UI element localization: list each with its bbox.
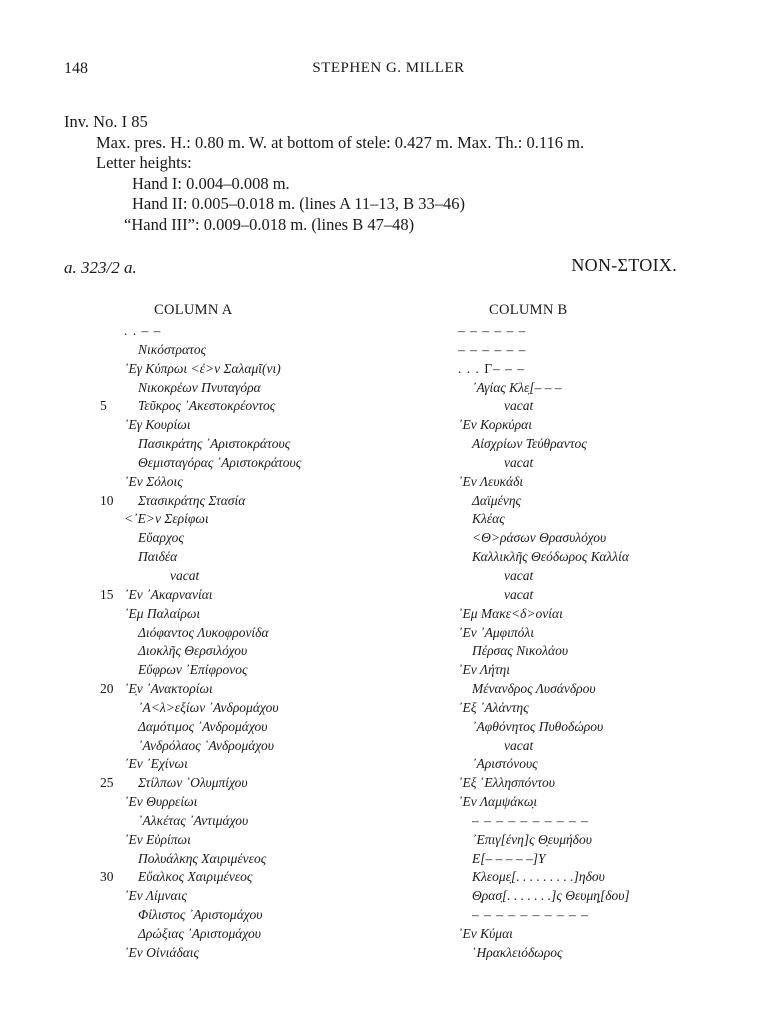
inscription-line	[100, 548, 400, 567]
inscription-line	[100, 906, 400, 925]
inscription-line	[458, 944, 758, 963]
inscription-line	[458, 812, 758, 831]
inscription-text: Αἰσχρίων Τεύθραντος	[472, 436, 587, 452]
lacuna-mark: . . – –	[124, 323, 162, 338]
inscription-line	[100, 642, 400, 661]
inscription-line	[100, 360, 400, 379]
inscription-line	[100, 605, 400, 624]
vacat-mark: vacat	[504, 567, 534, 583]
inscription-line	[100, 529, 400, 548]
inscription-line	[458, 567, 758, 586]
style-note: NON-ΣΤΟΙΧ.	[571, 255, 677, 275]
date-line: a. 323/2 a.	[64, 258, 137, 277]
inscription-text: ᾿Αλκέτας ᾿Αντιμάχου	[138, 812, 249, 828]
inscription-line	[100, 755, 400, 774]
line-number: 15	[100, 586, 114, 602]
inventory-block	[64, 112, 584, 235]
hand-one-line: Hand I: 0.004–0.008 m.	[132, 173, 290, 193]
line-number: 25	[100, 775, 114, 791]
inscription-line	[100, 718, 400, 737]
inscription-text: Πέρσας Νικολάου	[472, 643, 569, 659]
inscription-line	[100, 680, 400, 699]
inscription-line	[100, 661, 400, 680]
inscription-line	[100, 341, 400, 360]
inscription-line	[458, 379, 758, 398]
inscription-line	[100, 586, 400, 605]
inscription-line	[458, 624, 758, 643]
inscription-text: ᾿Εμ Μακε<δ>ονίαι	[458, 605, 563, 621]
inscription-line	[458, 529, 758, 548]
inscription-line	[100, 831, 400, 850]
inscription-text: ᾿Ανδρόλαος ᾿Ανδρομάχου	[138, 737, 274, 753]
page-number: 148	[64, 60, 88, 77]
inscription-text: Εὔαρχος	[138, 530, 184, 546]
inscription-line	[100, 379, 400, 398]
inscription-text: ᾿Εν ᾿Εχίνωι	[124, 756, 188, 772]
inscription-text: ᾿Εγ Κουρίωι	[124, 417, 191, 433]
inscription-text: <Θ>ράσων Θρασυλόχου	[472, 530, 607, 546]
inscription-line	[458, 492, 758, 511]
inscription-line	[458, 397, 758, 416]
inscription-text: ᾿Εμ Παλαίρωι	[124, 605, 201, 621]
inscription-line	[100, 322, 400, 341]
inscription-text: Νικοκρέων Πνυταγόρα	[138, 379, 261, 395]
inscription-line	[458, 586, 758, 605]
inscription-text: ᾿Αφθόνητος Πυθοδώρου	[472, 718, 604, 734]
vacat-mark: vacat	[504, 586, 534, 602]
inscription-line	[458, 755, 758, 774]
column-b	[458, 322, 758, 963]
vacat-mark: vacat	[170, 567, 200, 583]
inscription-line	[458, 680, 758, 699]
inscription-line	[100, 699, 400, 718]
inscription-text: Πασικράτης ᾿Αριστοκράτους	[138, 436, 291, 452]
lacuna-mark: – – – – – – – – – –	[472, 812, 589, 828]
inscription-line	[458, 868, 758, 887]
inscription-text: Νικόστρατος	[138, 341, 207, 357]
line-number: 10	[100, 492, 114, 508]
inscription-line	[458, 793, 758, 812]
inscription-line	[100, 435, 400, 454]
inscription-line	[458, 341, 758, 360]
inscription-text: Δαϊμένης	[472, 492, 522, 508]
inscription-line	[100, 454, 400, 473]
inscription-text: Καλλικλῆς Θεόδωρος Καλλία	[472, 549, 629, 565]
letter-heights-label: Letter heights:	[96, 153, 192, 172]
inscription-line	[100, 944, 400, 963]
inscription-text: Διοκλῆς Θερσιλόχου	[138, 643, 248, 659]
inscription-line	[100, 887, 400, 906]
inscription-text: ᾿Εν Σόλοις	[124, 473, 183, 489]
inscription-text: Κλέας	[472, 511, 505, 527]
inscription-text: ᾿Εν Λίμναις	[124, 888, 187, 904]
inscription-line	[100, 473, 400, 492]
inscription-text: Φίλιστος ᾿Αριστομάχου	[138, 907, 263, 923]
inscription-text: Θ̣ρασ̣[. . . . . . .]ς Θευμη̣[δου]	[472, 888, 630, 904]
inscription-line	[100, 774, 400, 793]
inscription-line	[458, 906, 758, 925]
inscription-line	[458, 454, 758, 473]
inscription-text: ᾿Εξ ᾿Αλάντης	[458, 699, 529, 715]
inscription-line	[458, 322, 758, 341]
inscription-text: ᾿Εν Λευκάδι	[458, 473, 524, 489]
inscription-line	[100, 868, 400, 887]
inscription-line	[100, 850, 400, 869]
inscription-line	[458, 661, 758, 680]
inscription-line	[100, 567, 400, 586]
lacuna-mark: – – – – – –	[458, 323, 527, 338]
inscription-line	[458, 510, 758, 529]
vacat-mark: vacat	[504, 398, 534, 414]
column-a	[100, 322, 400, 963]
lacuna-mark: – – – – – – – – – –	[472, 907, 589, 923]
inscription-line	[458, 774, 758, 793]
vacat-mark: vacat	[504, 737, 534, 753]
inscription-line	[458, 473, 758, 492]
inscription-line	[458, 699, 758, 718]
hand-two-line: Hand II: 0.005–0.018 m. (lines A 11–13, B 33–46)	[132, 194, 466, 213]
inscription-text: Θεμισταγόρας ᾿Αριστοκράτους	[138, 454, 302, 470]
inscription-text: Εὔφρων ᾿Επίφρονος	[138, 662, 248, 678]
inscription-text: ῾Ηρακλειόδωρος	[472, 944, 563, 960]
inscription-line	[458, 887, 758, 906]
inscription-line	[100, 492, 400, 511]
inscription-line	[458, 416, 758, 435]
inscription-text: Δρώξιας ᾿Αριστομάχου	[138, 926, 261, 941]
inscription-line	[458, 831, 758, 850]
inscription-line	[100, 737, 400, 756]
inscription-text: ᾿Εν Οἰνιάδαις	[124, 944, 200, 960]
inscription-text: ᾿Αριστόνους	[472, 756, 538, 772]
column-a-heading: COLUMN A	[154, 302, 233, 318]
inscription-text: ᾿Εν Λήτηι	[458, 662, 510, 678]
inscription-text: ᾿Εν Εὐρίπωι	[124, 831, 191, 847]
inscription-text: Παιδέα	[138, 549, 178, 565]
inscription-line	[458, 718, 758, 737]
inscription-text: ᾿Εγ Κύπρωι <ἐ>ν Σαλαμῖ(νι)	[124, 360, 281, 376]
inscription-line	[458, 850, 758, 869]
inscription-line	[458, 737, 758, 756]
inscription-text: ᾿Ε̣ν ᾿Ανακτορίωι	[124, 681, 213, 697]
inscription-line	[100, 510, 400, 529]
running-head: STEPHEN G. MILLER	[312, 60, 465, 76]
inscription-text: ᾿Εν Κύμαι	[458, 926, 513, 941]
inscription-text: ᾿Εν Λαμψάκω̣ι	[458, 794, 538, 810]
inscription-text: Διόφαντος Λυκοφρονίδα	[138, 624, 269, 640]
inscription-text: Κλεομε̣[. . . . . . . . .]ηδου	[472, 869, 605, 885]
line-number: 30	[100, 869, 114, 885]
inscription-text: ᾿Εν Κορκύραι	[458, 417, 532, 433]
inscription-text: Ε[– – – – –]Υ	[472, 850, 546, 866]
column-b-heading: COLUMN B	[489, 302, 568, 318]
dimensions-line: Max. pres. H.: 0.80 m. W. at bottom of stele: 0.427 m. Max. Th.: 0.116 m.	[96, 132, 585, 152]
inscription-text: ᾿Εν ᾿Αμφιπόλι	[458, 624, 534, 640]
inscription-text: ᾿Επιγ[ένη]ς Θ̣ευμήδου	[472, 831, 592, 847]
inscription-line	[100, 624, 400, 643]
inscription-line	[458, 360, 758, 379]
inscription-line	[100, 397, 400, 416]
inscription-text: Στασικράτης Στασία	[138, 492, 246, 508]
hand-three-line: “Hand III”: 0.009–0.018 m. (lines B 47–48)	[124, 214, 415, 234]
inscription-text: ᾿Αγίας Κλε̣[– – –	[472, 379, 562, 395]
inscription-text: Εὔαλκος Χαιριμένεος	[138, 869, 253, 885]
inscription-line	[100, 793, 400, 812]
inscription-line	[458, 548, 758, 567]
lacuna-mark: . . . Γ– – –	[458, 360, 526, 376]
inscription-line	[458, 605, 758, 624]
inscription-line	[100, 925, 400, 944]
inscription-text: ᾿Εξ ῾Ελλησπόντου	[458, 775, 555, 791]
inscription-text: Στίλπων ᾿Ολυμπίχου	[138, 775, 248, 791]
inscription-line	[458, 925, 758, 944]
vacat-mark: vacat	[504, 454, 534, 470]
inscription-text: Μένανδρος Λυσάνδρου	[472, 681, 596, 697]
inscription-text: ᾿Εν ᾿Ακαρνανίαι	[124, 586, 213, 602]
inscription-text: Τεῦκρος ᾿Ακεστοκρέοντος	[138, 398, 276, 414]
inscription-text: Πολυάλκης Χαιριμένεος	[138, 850, 267, 866]
lacuna-mark: – – – – – –	[458, 341, 527, 357]
inscription-line	[458, 642, 758, 661]
inscription-line	[100, 416, 400, 435]
inscription-line	[100, 812, 400, 831]
inscription-text: <᾿Ε>ν Σερίφωι	[124, 511, 209, 527]
inscription-text: ᾿Α<λ>εξίων ᾿Ανδρομάχου	[138, 699, 279, 715]
line-number: 5	[100, 398, 107, 414]
inscription-text: Δαμότιμος ᾿Ανδρομάχου	[138, 718, 268, 734]
inscription-text: ᾿Εν Θυρρείωι	[124, 794, 198, 810]
line-number: 20	[100, 681, 114, 697]
inscription-line	[458, 435, 758, 454]
inventory-number: Inv. No. I 85	[64, 112, 148, 131]
